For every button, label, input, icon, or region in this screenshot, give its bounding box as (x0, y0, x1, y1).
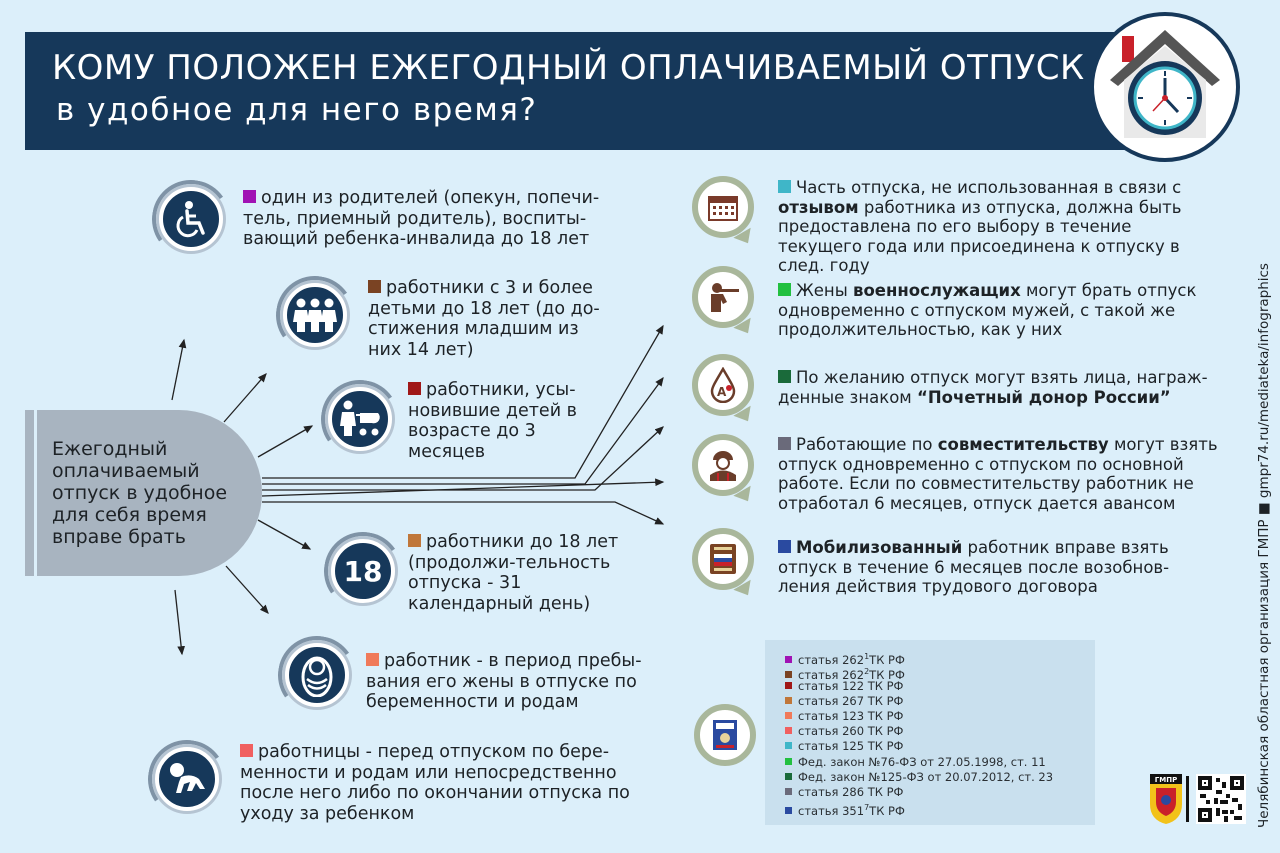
reference-item: статья 123 ТК РФ (785, 709, 903, 724)
reference-item: статья $262^1ТК$ РФ (785, 649, 905, 668)
reference-marker (785, 656, 792, 663)
children-icon (292, 295, 338, 335)
right-item-5-text: Мобилизованный работник вправе взять отпуск в течение 6 месяцев после возобнов-ления действия трудового договора (778, 538, 1170, 596)
reference-marker (785, 758, 792, 765)
military-card-icon (707, 542, 739, 576)
left-item-5-text: работник - в период пребы-вания его жены в отпуске по беременности и родам (366, 651, 642, 712)
reference-marker (785, 682, 792, 689)
right-item-1-marker (778, 180, 791, 193)
title-line-2: в удобное для него время? (56, 92, 538, 128)
right-item-4-text: Работающие по совместительству могут взять отпуск одновременно с отпуском по основной работе. Если по совместительству работник не отработал 6 месяцев, отпуск дается авансом (778, 435, 1218, 513)
baby-swaddled-icon (299, 653, 335, 697)
reference-item: статья 122 ТК РФ (785, 679, 903, 694)
left-item-2-marker (368, 280, 381, 293)
right-item-2-text: Жены военнослужащих могут брать отпуск одновременно с отпуском мужей, с такой же продолжительностью, как у них (778, 281, 1197, 339)
calendar-icon (707, 192, 739, 222)
svg-text:A: A (717, 385, 727, 399)
left-item-1-marker (243, 190, 256, 203)
law-book-badge (694, 704, 756, 766)
reference-marker (785, 773, 792, 780)
left-item-6-text: работницы - перед отпуском по бере-менности и родам или непосредственно после него либо по окончании отпуска по уходу за ребенком (240, 742, 630, 824)
left-item-1-text: один из родителей (опекун, попечи-тель, приемный родитель), воспиты-вающий ребенка-инвалида до 18 лет (243, 188, 600, 249)
right-item-4-icon (692, 434, 754, 496)
left-item-4-marker (408, 534, 421, 547)
left-item-3-icon (328, 387, 392, 451)
qr-code-icon (1196, 774, 1246, 824)
left-item-1-icon (159, 187, 223, 251)
reference-marker (785, 671, 792, 678)
right-item-3-marker (778, 370, 791, 383)
svg-text:ГМПР: ГМПР (1154, 776, 1178, 784)
title-line-1: КОМУ ПОЛОЖЕН ЕЖЕГОДНЫЙ ОПЛАЧИВАЕМЫЙ ОТПУСК (52, 48, 1085, 88)
left-item-4-icon (331, 539, 395, 603)
right-item-2-icon (692, 266, 754, 328)
right-item-5-marker (778, 540, 791, 553)
reference-item: Фед. закон №125-ФЗ от 20.07.2012, ст. 23 (785, 770, 1053, 785)
right-item-1-text: Часть отпуска, не использованная в связи с отзывом работника из отпуска, должна быть предоставлена по его выбору в течение текущего года или присоединена к отпуску в след. году (778, 178, 1182, 275)
stroller-icon (338, 399, 382, 439)
left-item-2-text: работники с 3 и более детьми до 18 лет (до до-стижения младшим из них 14 лет) (368, 278, 600, 360)
left-item-6-icon (155, 747, 219, 811)
qr-code[interactable] (1196, 774, 1246, 824)
reference-item: статья 125 ТК РФ (785, 739, 903, 754)
reference-item: статья $262^2ТК$ РФ (785, 664, 905, 683)
reference-item: статья 267 ТК РФ (785, 694, 903, 709)
logo-divider (1186, 776, 1189, 822)
side-credit-text: Челябинская областная организация ГМПР ■ gmpr74.ru/mediateka/infographics (1256, 263, 1272, 828)
reference-item: Фед. закон №76-ФЗ от 27.05.1998, ст. 11 (785, 755, 1046, 770)
reference-item: статья 260 ТК РФ (785, 724, 903, 739)
left-item-2-icon (283, 283, 347, 347)
right-item-3-text: По желанию отпуск могут взять лица, награж-денные знаком “Почетный донор России” (778, 368, 1208, 407)
worker-icon (706, 448, 740, 482)
soldier-icon (705, 281, 741, 313)
left-item-5-icon (285, 643, 349, 707)
right-item-3-icon (692, 354, 754, 416)
blood-drop-icon (708, 367, 738, 403)
crawling-baby-icon (165, 761, 209, 797)
reference-marker (785, 788, 792, 795)
wheelchair-icon (171, 199, 211, 239)
right-item-4-marker (778, 437, 791, 450)
reference-marker (785, 712, 792, 719)
reference-marker (785, 807, 792, 814)
reference-marker (785, 727, 792, 734)
right-item-2-marker (778, 283, 791, 296)
reference-marker (785, 742, 792, 749)
reference-item: статья $351^7ТК$ РФ (785, 800, 905, 819)
center-text: Ежегодный оплачиваемый отпуск в удобное для себя время вправе брать (52, 438, 228, 548)
eighteen-icon: 18 (343, 554, 383, 588)
gmpr-logo (1150, 774, 1182, 824)
left-item-6-marker (240, 744, 253, 757)
left-item-3-marker (408, 382, 421, 395)
left-item-3-text: работники, усы-новившие детей в возрасте до 3 месяцев (408, 380, 577, 462)
law-book-icon (711, 718, 739, 752)
right-item-1-icon (692, 176, 754, 238)
reference-item: статья 286 ТК РФ (785, 785, 903, 800)
right-item-5-icon (692, 528, 754, 590)
gmpr-logo-icon (1150, 774, 1182, 824)
left-item-5-marker (366, 653, 379, 666)
left-item-4-text: работники до 18 лет (продолжи-тельность отпуска - 31 календарный день) (408, 532, 619, 614)
center-bar (25, 410, 34, 576)
reference-marker (785, 697, 792, 704)
